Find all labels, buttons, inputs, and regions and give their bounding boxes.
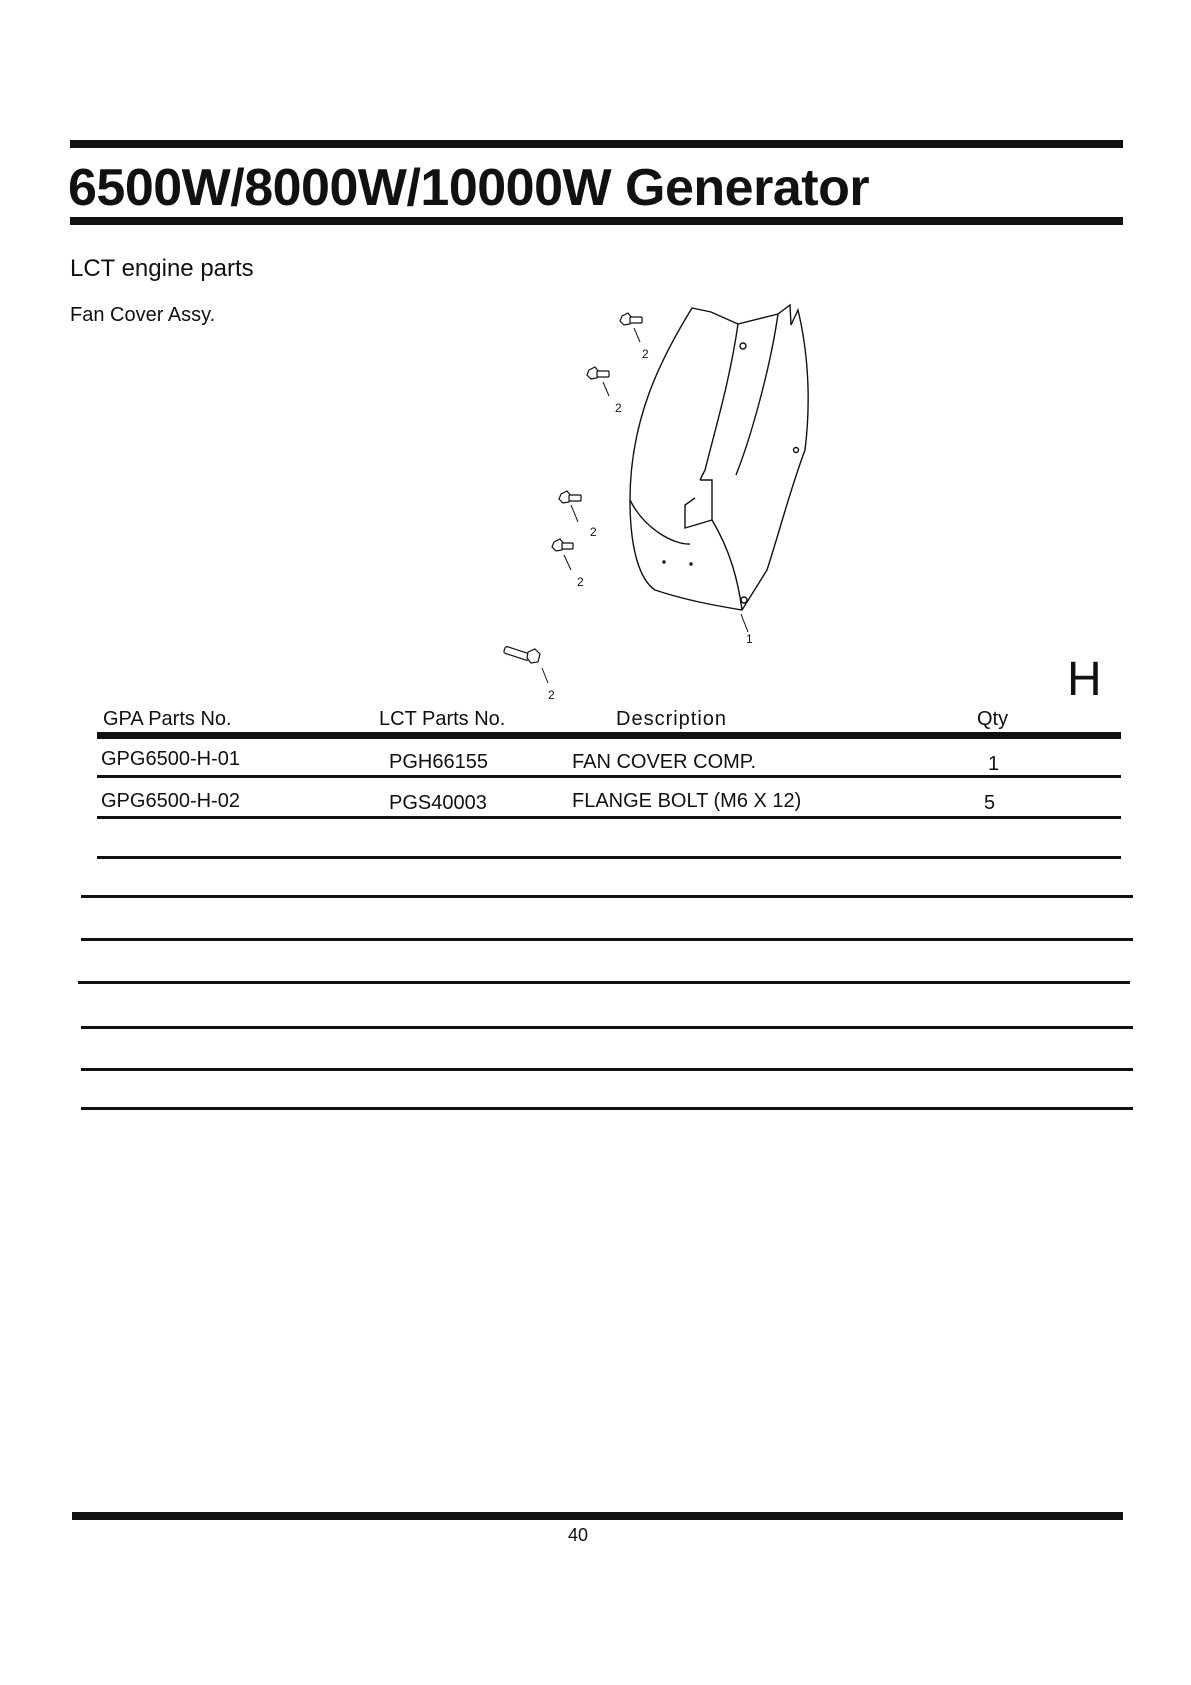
cell-gpa: GPG6500-H-02 bbox=[101, 790, 240, 812]
cell-gpa: GPG6500-H-01 bbox=[101, 748, 240, 770]
row-divider bbox=[81, 1068, 1133, 1071]
assembly-name: Fan Cover Assy. bbox=[70, 304, 216, 326]
row-divider bbox=[97, 816, 1121, 819]
section-subtitle: LCT engine parts bbox=[70, 255, 254, 282]
footer-rule bbox=[72, 1512, 1123, 1520]
row-divider bbox=[81, 1107, 1133, 1110]
column-header-lct: LCT Parts No. bbox=[379, 708, 506, 730]
cell-description: FLANGE BOLT (M6 X 12) bbox=[572, 790, 802, 812]
callout-label: 1 bbox=[746, 632, 753, 646]
fan-cover-exploded-diagram bbox=[480, 300, 840, 710]
top-rule bbox=[70, 140, 1123, 148]
column-header-description: Description bbox=[616, 708, 728, 730]
section-letter: H bbox=[1067, 653, 1102, 706]
row-divider bbox=[78, 981, 1130, 984]
flange-bolt-part bbox=[503, 313, 642, 663]
callout-label: 2 bbox=[615, 401, 622, 415]
column-header-gpa: GPA Parts No. bbox=[103, 708, 232, 730]
cell-description: FAN COVER COMP. bbox=[572, 751, 757, 773]
callout-label: 2 bbox=[590, 525, 597, 539]
row-divider bbox=[81, 938, 1133, 941]
title-underline bbox=[70, 217, 1123, 225]
cell-lct: PGH66155 bbox=[389, 751, 488, 773]
row-divider bbox=[81, 895, 1133, 898]
page-title: 6500W/8000W/10000W Generator bbox=[68, 159, 870, 217]
cell-lct: PGS40003 bbox=[389, 792, 487, 814]
row-divider bbox=[97, 775, 1121, 778]
row-divider bbox=[97, 856, 1121, 859]
callout-label: 2 bbox=[642, 347, 649, 361]
cell-qty: 1 bbox=[988, 753, 1000, 775]
fan-cover-part bbox=[630, 305, 808, 610]
row-divider bbox=[81, 1026, 1133, 1029]
table-header-rule bbox=[97, 732, 1121, 739]
callout-label: 2 bbox=[577, 575, 584, 589]
column-header-qty: Qty bbox=[977, 708, 1009, 730]
page-number: 40 bbox=[568, 1525, 589, 1545]
callout-leaders bbox=[542, 328, 748, 683]
cell-qty: 5 bbox=[984, 792, 996, 814]
callout-label: 2 bbox=[548, 688, 555, 702]
